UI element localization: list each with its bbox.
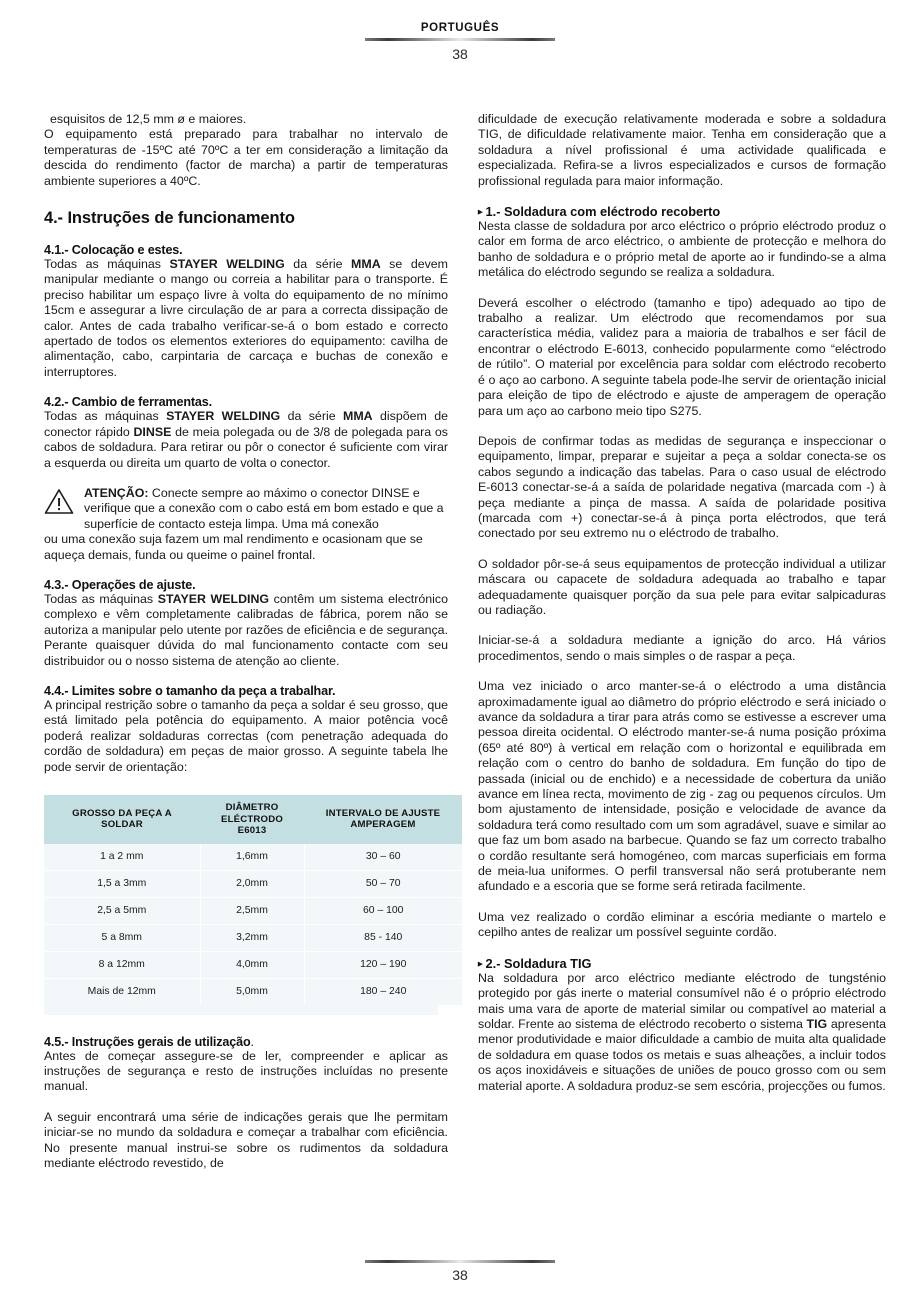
bullet-arrow-icon: ▸	[478, 206, 483, 217]
s43-text-pre: Todas as máquinas	[44, 591, 158, 606]
cell-amperage: 60 – 100	[304, 897, 462, 924]
table-header-cell-thickness	[44, 795, 200, 844]
bullet-arrow-icon: ▸	[478, 958, 483, 969]
heading-1-label: 1.- Soldadura com eléctrodo recoberto	[485, 204, 721, 220]
h2-text-pre: Na soldadura por arco eléctrico mediante eléctrodo de tungsténio protegido por gás inerte o material consumível não é o próprio eléctrodo mais uma vara de aporte de material similar ou compatível ao material a soldar. Frente ao sistema de eléctrodo recoberto o sistema	[478, 970, 886, 1031]
s41-text-mid: da série	[284, 257, 352, 272]
table-header-cell-diameter	[200, 795, 304, 844]
h1-paragraph-3: Depois de confirmar todas as medidas de segurança e inspeccionar o equipamento, limpar, preparar e sujeitar a peça a soldar conecta-se os cabos segundo a indicação das tabelas. Para o caso usual de eléctrodo E-6013 conectar-se-á a saída de polaridade negativa (marcada com -) à peça mediante a pinça de massa. A saída de polaridade positiva (marcada com +) conectar-se-á à pinça porta eléctrodos, que terá conectado por seu extremo nu o eléctrodo de trabalho.	[478, 433, 886, 541]
s41-brand: STAYER WELDING	[169, 257, 285, 272]
cell-diameter: 5,0mm	[200, 978, 304, 1005]
right-column	[478, 112, 886, 1171]
h1-paragraph-5: Iniciar-se-á a soldadura mediante a ignição do arco. Há vários procedimentos, sendo o mais simples o de raspar a peça.	[478, 633, 886, 663]
page-header	[0, 22, 920, 62]
s41-series: MMA	[351, 257, 381, 272]
intro-first-line: esquisitos de 12,5 mm ø e maiores.	[50, 112, 247, 126]
s45-title-bold: 4.5.- Instruções gerais de utilização	[44, 1034, 251, 1049]
page-columns	[0, 112, 920, 1171]
th3-line2: AMPERAGEM	[350, 819, 416, 831]
s43-text-post: contêm um sistema electrónico complexo e vêm completamente calibradas de fábrica, porem não se autoriza a manipular pelo utente por razões de eficiência e de segurança. Perante quaisquer dúvida do mal funcionamento contacte com seu distribuidor ou o nosso sistema de atenção ao cliente.	[44, 591, 448, 668]
attention-label: ATENÇÃO:	[84, 485, 149, 500]
footer-divider	[365, 1260, 555, 1263]
th2-line1: DIÂMETRO	[225, 802, 279, 813]
s42-text-post: de meia polegada ou de 3/8 de polegada para os cabos de soldadura. Para retirar ou pôr o conector é suficiente com virar a esquerda ou direita um quarto de volta o conector.	[44, 424, 448, 470]
attention-body: Conecte sempre ao máximo o conector DINSE e verifique que a conexão com o cabo está em bom estado e que a superfície de contacto esteja limpa. Uma má conexão	[84, 485, 444, 531]
th2-line2: ELÉCTRODO	[220, 813, 284, 825]
s42-text-pre: Todas as máquinas	[44, 409, 167, 424]
footer-page-number: 38	[452, 1267, 468, 1283]
h1-paragraph-4: O soldador pôr-se-á seus equipamentos de protecção individual a utilizar máscara ou capacete de soldadura adequada ao trabalho e tapar adequadamente quaisquer porção da sua pele para evitar salpicaduras ou radiação.	[478, 556, 886, 617]
h1-paragraph-7: Uma vez realizado o cordão eliminar a escória mediante o martelo e cepilho antes de realizar um possível seguinte cordão.	[478, 909, 886, 940]
table-row	[44, 978, 462, 1005]
cell-thickness: 5 a 8mm	[44, 924, 200, 951]
h1-paragraph-1: Nesta classe de soldadura por arco eléctrico o próprio eléctrodo produz o calor em forma de arco eléctrico, o ambiente de protecção e melhora do banho de soldadura e o próprio metal de aporte ao ir fundindo-se a alma metálica do eléctrodo segundo se realiza a soldadura.	[478, 219, 886, 280]
cell-diameter: 4,0mm	[200, 951, 304, 978]
cell-amperage: 85 - 140	[304, 924, 462, 951]
s41-text-pre: Todas as máquinas	[44, 257, 170, 272]
cell-thickness: Mais de 12mm	[44, 978, 200, 1005]
cell-diameter: 1,6mm	[200, 844, 304, 871]
page-title: PORTUGUÊS	[420, 22, 500, 34]
cell-amperage: 30 – 60	[304, 844, 462, 871]
th1-line2: SOLDAR	[101, 819, 143, 831]
h1-paragraph-2: Deverá escolher o eléctrodo (tamanho e tipo) adequado ao tipo de trabalho a realizar. Um eléctrodo que recomendamos por sua característica média, validez para a maioria de trabalhos e ser fácil de encontrar o eléctrodo E-6013, conhecido popularmente como “eléctrodo de rútilo”. O material por excelência para soldar com eléctrodo recoberto é o aço ao carbono. A seguinte tabela pode-lhe servir de orientação inicial para eleição de tipo de eléctrodo e ajuste de amperagem de operação para um aço ao carbono meio tipo S275.	[478, 295, 886, 418]
section-4-heading: 4.- Instruções de funcionamento	[44, 209, 295, 228]
cell-amperage: 180 – 240	[304, 978, 462, 1005]
header-page-number: 38	[452, 46, 468, 62]
subsection-4-2-heading: 4.2.- Cambio de ferramentas.	[44, 395, 212, 410]
subsection-4-1-body	[44, 257, 448, 380]
heading-soldadura-electrodo-recoberto	[478, 204, 886, 219]
cell-diameter: 3,2mm	[200, 924, 304, 951]
table-header-cell-amperage	[304, 795, 462, 844]
warning-triangle-icon	[44, 486, 84, 520]
subsection-4-1-heading: 4.1.- Colocação e estes.	[44, 243, 183, 258]
th1-line1: GROSSO DA PEÇA A	[72, 807, 172, 819]
attention-continuation: ou uma conexão suja fazem um mal rendimento e ocasionam que se aqueça demais, funda ou queime o painel frontal.	[44, 532, 423, 562]
th3-line1: INTERVALO DE AJUSTE	[325, 807, 441, 819]
cell-thickness: 2,5 a 5mm	[44, 897, 200, 924]
heading-2-label: 2.- Soldadura TIG	[485, 955, 592, 971]
cell-diameter: 2,5mm	[200, 897, 304, 924]
left-column	[44, 112, 448, 1171]
header-divider	[365, 38, 555, 41]
h2-text-post: apresenta menor produtividade e maior dificuldade a cambio de muita alta qualidade de soldadura em quase todos os metais e suas alheações, a incluir todos os aços inoxidáveis e situações de uniões de pouco grosso com ou sem material aporte. A soldadura produz-se sem escória, projecções ou fumos.	[478, 1016, 886, 1093]
cell-thickness: 1,5 a 3mm	[44, 870, 200, 897]
subsection-4-3-body	[44, 592, 448, 669]
subsection-4-5-heading	[44, 1035, 448, 1049]
cell-thickness: 1 a 2 mm	[44, 844, 200, 871]
table-row	[44, 897, 462, 924]
subsection-4-3-heading: 4.3.- Operações de ajuste.	[44, 577, 196, 592]
subsection-4-4-heading: 4.4.- Limites sobre o tamanho da peça a trabalhar.	[44, 683, 336, 698]
cell-amperage: 50 – 70	[304, 870, 462, 897]
subsection-4-2-body	[44, 409, 448, 471]
s42-brand: STAYER WELDING	[166, 409, 281, 424]
cell-amperage: 120 – 190	[304, 951, 462, 978]
cell-thickness: 8 a 12mm	[44, 951, 200, 978]
h2-tig-bold: TIG	[806, 1016, 828, 1031]
subsection-4-5-body-2: A seguir encontrará uma série de indicações gerais que lhe permitam iniciar-se no mundo da soldadura e começar a trabalhar com eficiência. No presente manual instrui-se sobre os rudimentos da soldadura mediante eléctrodo revestido, de	[44, 1109, 448, 1170]
table-row	[44, 924, 462, 951]
attention-text	[84, 486, 448, 532]
s41-text-post: se devem manipular mediante o mango ou correia a habilitar para o transporte. É preciso habilitar um espaço livre à volta do equipamento de no mínimo 15cm e assegurar a livre circulação de ar para a correcta dissipação de calor. Antes de cada trabalho verificar-se-á o bom estado e correcto apertado de todos os elementos exteriores do equipamento: cavilha de alimentação, cabo, carpintaria de carcaça e buchas de conexão e interruptores.	[44, 257, 449, 379]
subsection-4-5-body-1: Antes de começar assegure-se de ler, compreender e aplicar as instruções de segurança e resto de instruções incluídas no presente manual.	[44, 1048, 448, 1094]
s42-series: MMA	[343, 409, 373, 424]
table-row	[44, 951, 462, 978]
cell-diameter: 2,0mm	[200, 870, 304, 897]
h1-paragraph-6: Uma vez iniciado o arco manter-se-á o eléctrodo a uma distância aproximadamente igual ao diâmetro do próprio eléctrodo e será iniciado o avance da soldadura a tirar para atrás como se estivesse a escrever uma pessoa direita ocidental. O eléctrodo manter-se-á numa posição próxima (65º até 80º) à vertical em relação com o horizontal e equilibrada em relação com o centro do banho de soldadura. Em função do tipo de passada (inicial ou de enchido) e a necessidade de cobertura da união avance em línea recta, movimento de zig - zag ou pequenos círculos. Um bom ajustamento de intensidade, posição e velocidade de avance da soldadura terá como resultado com um som agradável, suave e similar ao que faz um bom asado na barbecue. Quando se faz um correcto trabalho o cordão resultante será homogéneo, com marcas superficiais em forma de meia-lua uniformes. O perfil transversal não será protuberante nem afundado e a escoria que se forme será retirada facilmente.	[478, 679, 886, 894]
right-intro-paragraph: dificuldade de execução relativamente moderada e sobre a soldadura TIG, de dificuldade relativamente maior. Tenha em consideração que a soldadura a nível profissional é uma actividade qualificada e especializada. Refira-se a livros especializados e cursos de formação profissional regulada para maior informação.	[478, 112, 886, 188]
h2-paragraph-1	[478, 971, 886, 1094]
th2-line3: E6013	[237, 825, 267, 836]
s45-title-dot: .	[250, 1034, 254, 1049]
subsection-4-4-body: A principal restrição sobre o tamanho da peça a soldar é seu grosso, que está limitado pela potência do equipamento. A maior potência você poderá realizar soldaduras correctas (com penetração adequada do cordão de soldadura) em peças de maior grosso. A seguinte tabela lhe pode servir de orientação:	[44, 697, 448, 774]
s43-brand: STAYER WELDING	[157, 591, 270, 606]
spec-table	[44, 795, 462, 1005]
s42-text-mid: da série	[280, 409, 343, 424]
table-row	[44, 870, 462, 897]
s42-text-mid2: dispõem de conector rápido	[44, 409, 448, 439]
page-footer	[0, 1260, 920, 1283]
table-row	[44, 844, 462, 871]
attention-notice	[44, 486, 448, 532]
heading-soldadura-tig	[478, 956, 886, 971]
spec-table-wrapper	[44, 795, 441, 1015]
intro-paragraph: O equipamento está preparado para trabalhar no intervalo de temperaturas de -15ºC até 70ºC a ter em consideração a limitação da descida do rendimento (factor de marcha) a partir de temperaturas ambiente superiores a 40ºC.	[44, 127, 448, 188]
table-header-row	[44, 795, 462, 844]
s42-dinse: DINSE	[133, 424, 172, 439]
